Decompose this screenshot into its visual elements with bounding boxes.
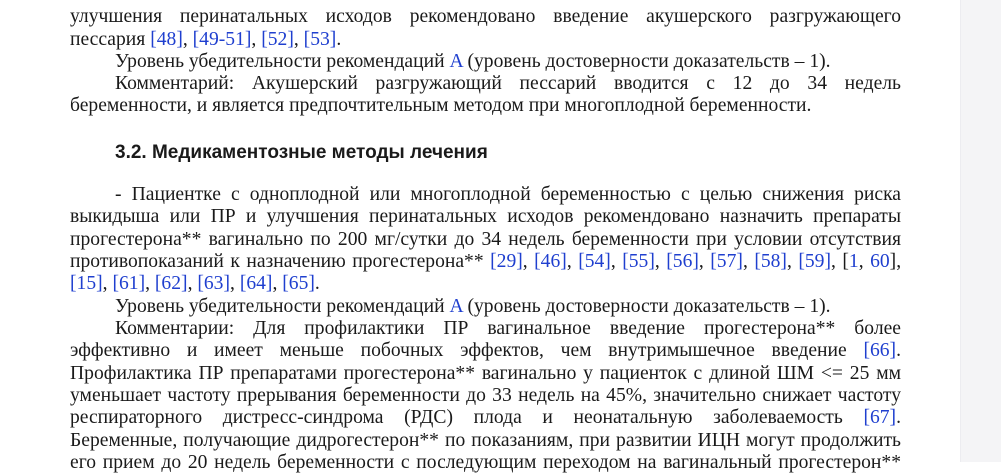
recommendation-level: Уровень убедительности рекомендаций A (уровень достоверности доказательств – 1).	[115, 296, 831, 317]
reference-link[interactable]: [62]	[154, 273, 188, 294]
reference-link[interactable]: [53]	[303, 29, 337, 50]
reference-link[interactable]: [54]	[578, 251, 611, 272]
grade-link[interactable]: A	[449, 51, 463, 72]
comment-line: эффективно и имеет меньше побочных эффектов, чем внутримышечное введение [66].	[70, 340, 901, 361]
grade-link[interactable]: A	[449, 296, 463, 317]
paragraph-line: - Пациентке с одноплодной или многоплодной беременностью с целью снижения риска	[115, 184, 901, 205]
paragraph-line: пессария [48], [49-51], [52], [53].	[70, 29, 342, 50]
comment-line: Беременные, получающие дидрогестерон** по показаниям, при развитии ИЦН могут продолжить	[70, 430, 901, 451]
recommendation-level: Уровень убедительности рекомендаций A (уровень достоверности доказательств – 1).	[115, 51, 831, 72]
reference-link[interactable]: [56]	[666, 251, 699, 272]
paragraph-line: выкидыша или ПР и улучшения перинатальных исходов рекомендовано назначить препараты	[70, 206, 901, 227]
paragraph-line: прогестерона** вагинально по 200 мг/сутки до 34 недель беременности при условии отсутствия	[70, 229, 901, 250]
comment-line: респираторного дистресс-синдрома (РДС) плода и неонатальную заболеваемость [67].	[70, 407, 901, 428]
reference-link[interactable]: [59]	[798, 251, 831, 272]
reference-link[interactable]: [52]	[261, 29, 294, 50]
comment-line: Комментарий: Акушерский разгружающий пессарий вводится с 12 до 34 недель	[115, 73, 901, 94]
reference-link[interactable]: [63]	[197, 273, 231, 294]
comment-line: Комментарии: Для профилактики ПР вагинальное введение прогестерона** более	[115, 318, 901, 339]
reference-link[interactable]: [55]	[622, 251, 655, 272]
reference-link[interactable]: [15]	[70, 273, 103, 294]
reference-link[interactable]: [67]	[863, 407, 897, 428]
paragraph-line: [15], [61], [62], [63], [64], [65].	[70, 273, 320, 294]
scroll-margin	[960, 0, 1001, 462]
reference-link[interactable]: [48]	[150, 29, 183, 50]
reference-link[interactable]: [66]	[863, 340, 897, 361]
comment-line: уменьшает частоту прерывания беременности до 33 недель на 45%, значительно снижает частоту	[70, 385, 901, 406]
paragraph-line: противопоказаний к назначению прогестерона** [29], [46], [54], [55], [56], [57], [58], [59], [1, 60],	[70, 251, 902, 272]
reference-link[interactable]: [29]	[490, 251, 523, 272]
reference-link[interactable]: [57]	[710, 251, 743, 272]
reference-link[interactable]: 1	[848, 251, 859, 272]
comment-line: беременности, и является предпочтительным методом при многоплодной беременности.	[70, 95, 812, 116]
reference-link[interactable]: [46]	[534, 251, 567, 272]
paragraph-line: улучшения перинатальных исходов рекомендовано введение акушерского разгружающего	[70, 6, 901, 27]
comment-line: его прием до 20 недель беременности с последующим переходом на вагинальный прогестерон**	[70, 452, 901, 473]
comment-line: Профилактика ПР препаратами прогестерона** вагинально у пациенток с длиной ШМ <= 25 мм	[70, 363, 901, 384]
section-heading: 3.2. Медикаментозные методы лечения	[115, 142, 488, 163]
reference-link[interactable]: [65]	[282, 273, 315, 294]
reference-link[interactable]: [61]	[112, 273, 146, 294]
reference-link[interactable]: [49-51]	[192, 29, 252, 50]
reference-link[interactable]: [64]	[239, 273, 273, 294]
reference-link[interactable]: [58]	[754, 251, 787, 272]
reference-link[interactable]: 60	[870, 251, 890, 272]
